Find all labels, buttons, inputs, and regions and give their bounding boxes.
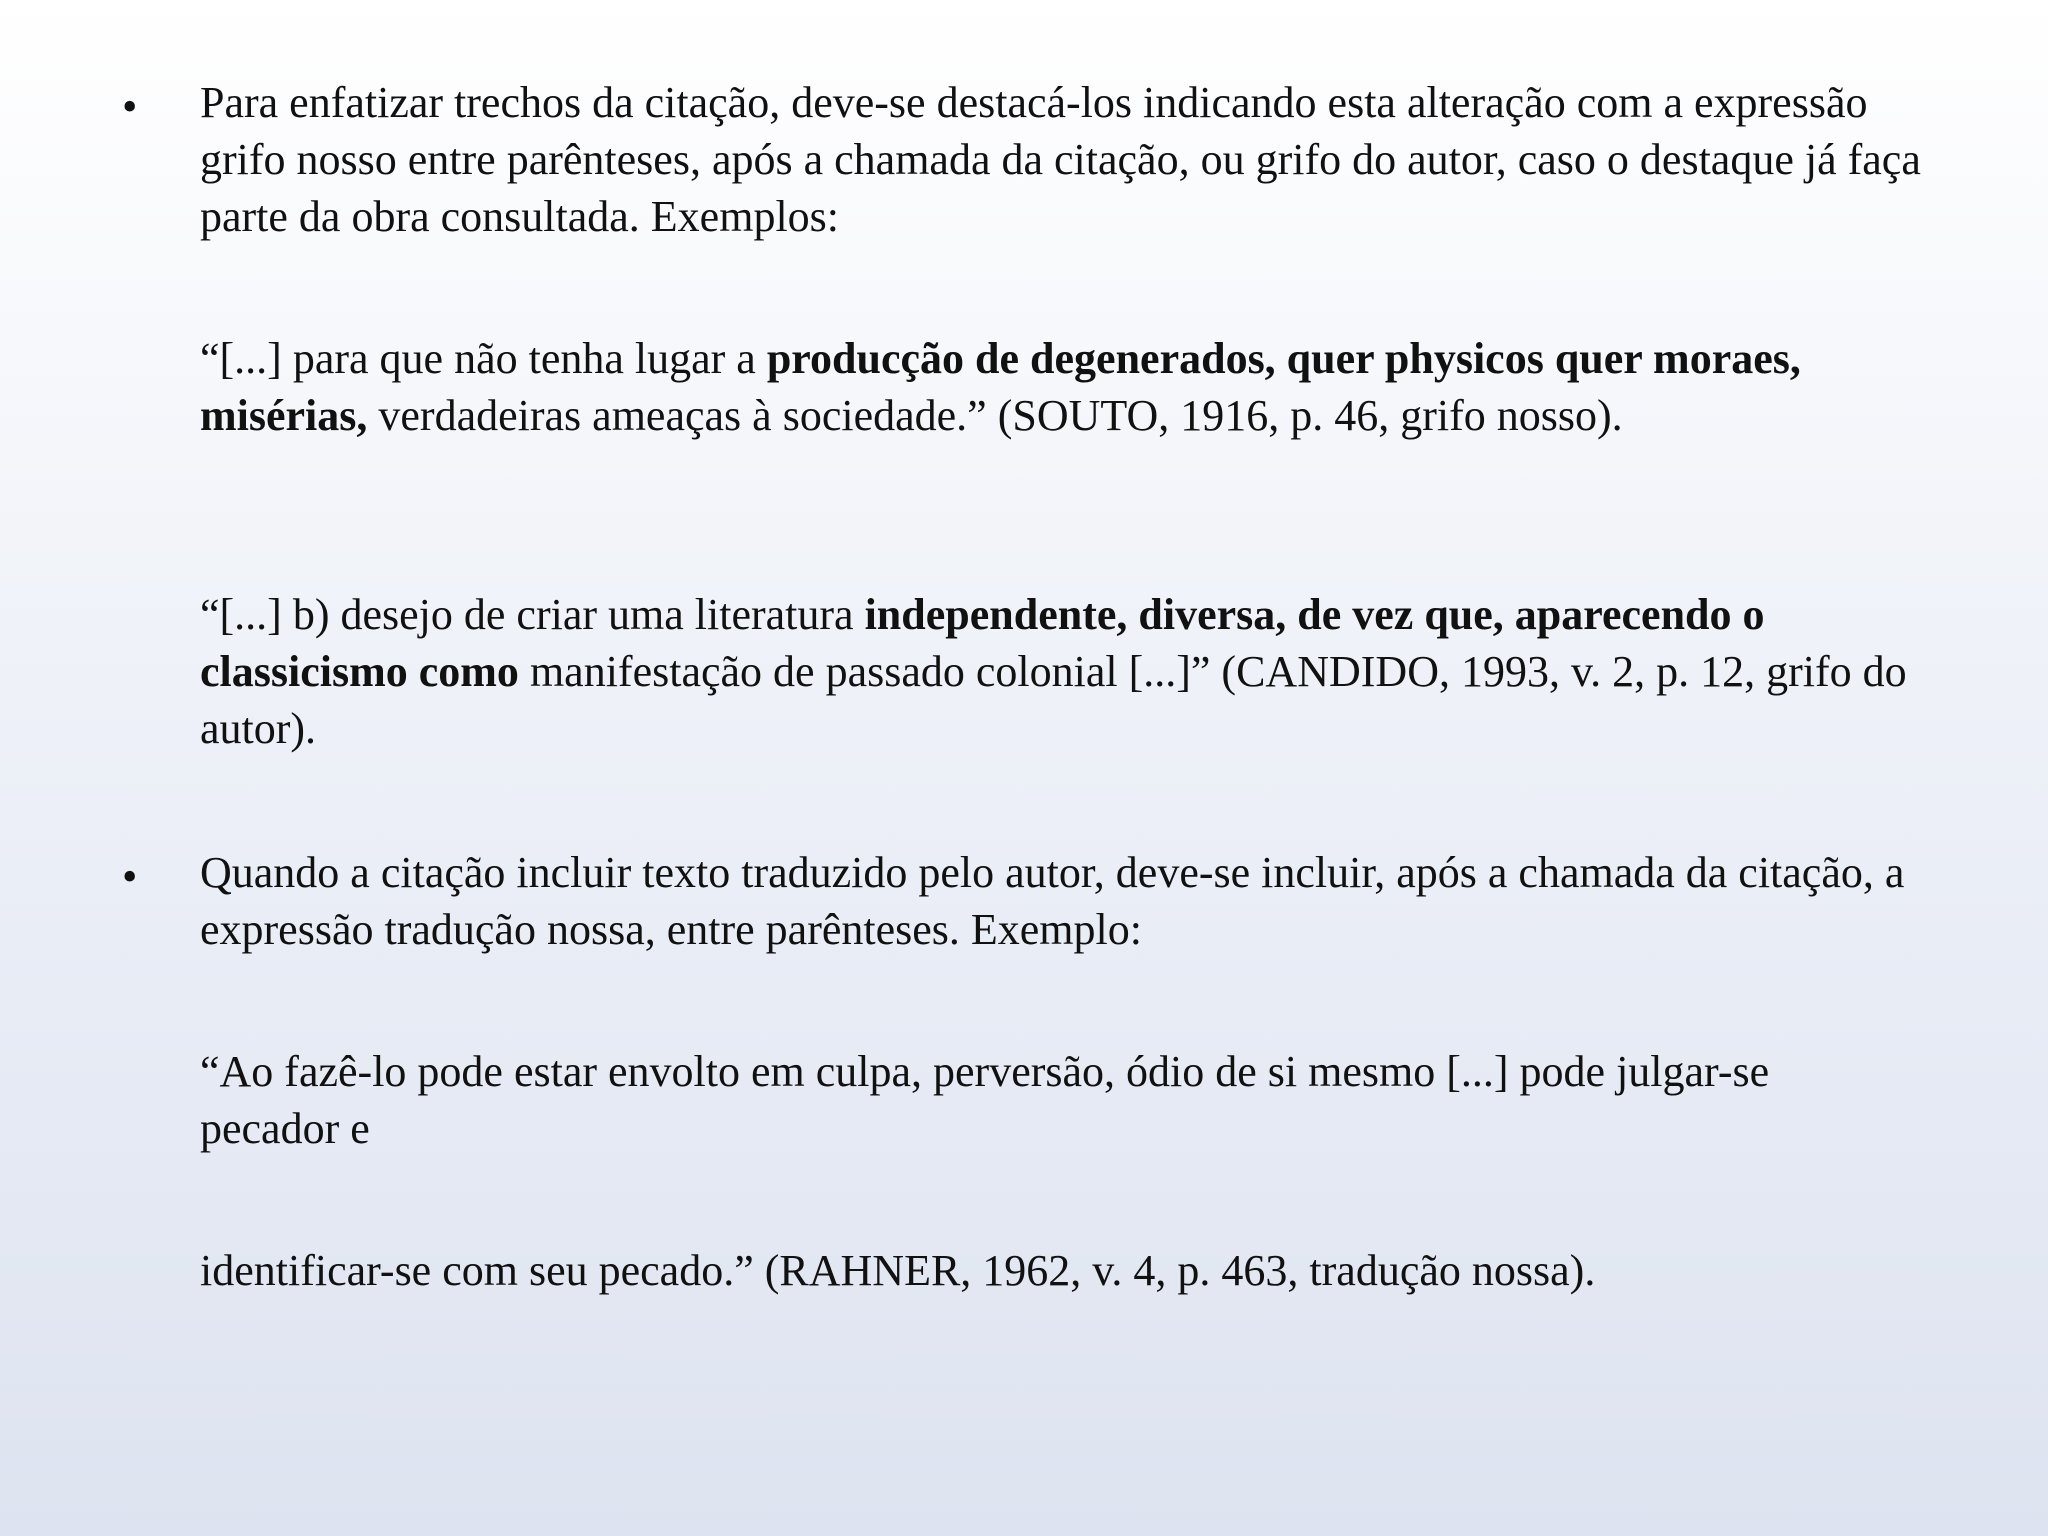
quote-emphasis: producção de degenerados, quer physicos quer moraes, misérias, [200, 334, 1801, 440]
quote-text-after: verdadeiras ameaças à sociedade.” (SOUTO, 1916, p. 46, grifo nosso). [367, 391, 1623, 440]
quote-text-after: manifestação de passado colonial [...]” (CANDIDO, 1993, v. 2, p. 12, grifo do autor). [200, 647, 1907, 753]
example-quote-candido [200, 586, 1940, 757]
example-quote-souto [200, 330, 1820, 444]
instruction-paragraph-emphasis: Para enfatizar trechos da citação, deve-se destacá-los indicando esta alteração com a expressão grifo nosso entre parênteses, após a chamada da citação, ou grifo do autor, caso o destaque já faça parte da obra consultada. Exemplos: [200, 78, 1921, 241]
bullet-point-2: • [122, 852, 138, 901]
quote-emphasis: independente, diversa, de vez que, aparecendo o classicismo como [200, 590, 1765, 696]
quote-text-before: “[...] para que não tenha lugar a [200, 334, 767, 383]
example-quote-rahner-line1: “Ao fazê-lo pode estar envolto em culpa, perversão, ódio de si mesmo [...] pode julgar-se pecador e [200, 1047, 1770, 1153]
instruction-paragraph-translation: Quando a citação incluir texto traduzido pelo autor, deve-se incluir, após a chamada da citação, a expressão tradução nossa, entre parênteses. Exemplo: [200, 848, 1905, 954]
quote-text-before: “[...] b) desejo de criar uma literatura [200, 590, 865, 639]
bullet-point-1: • [122, 82, 138, 131]
example-quote-rahner-line2: identificar-se com seu pecado.” (RAHNER, 1962, v. 4, p. 463, tradução nossa). [200, 1246, 1596, 1295]
